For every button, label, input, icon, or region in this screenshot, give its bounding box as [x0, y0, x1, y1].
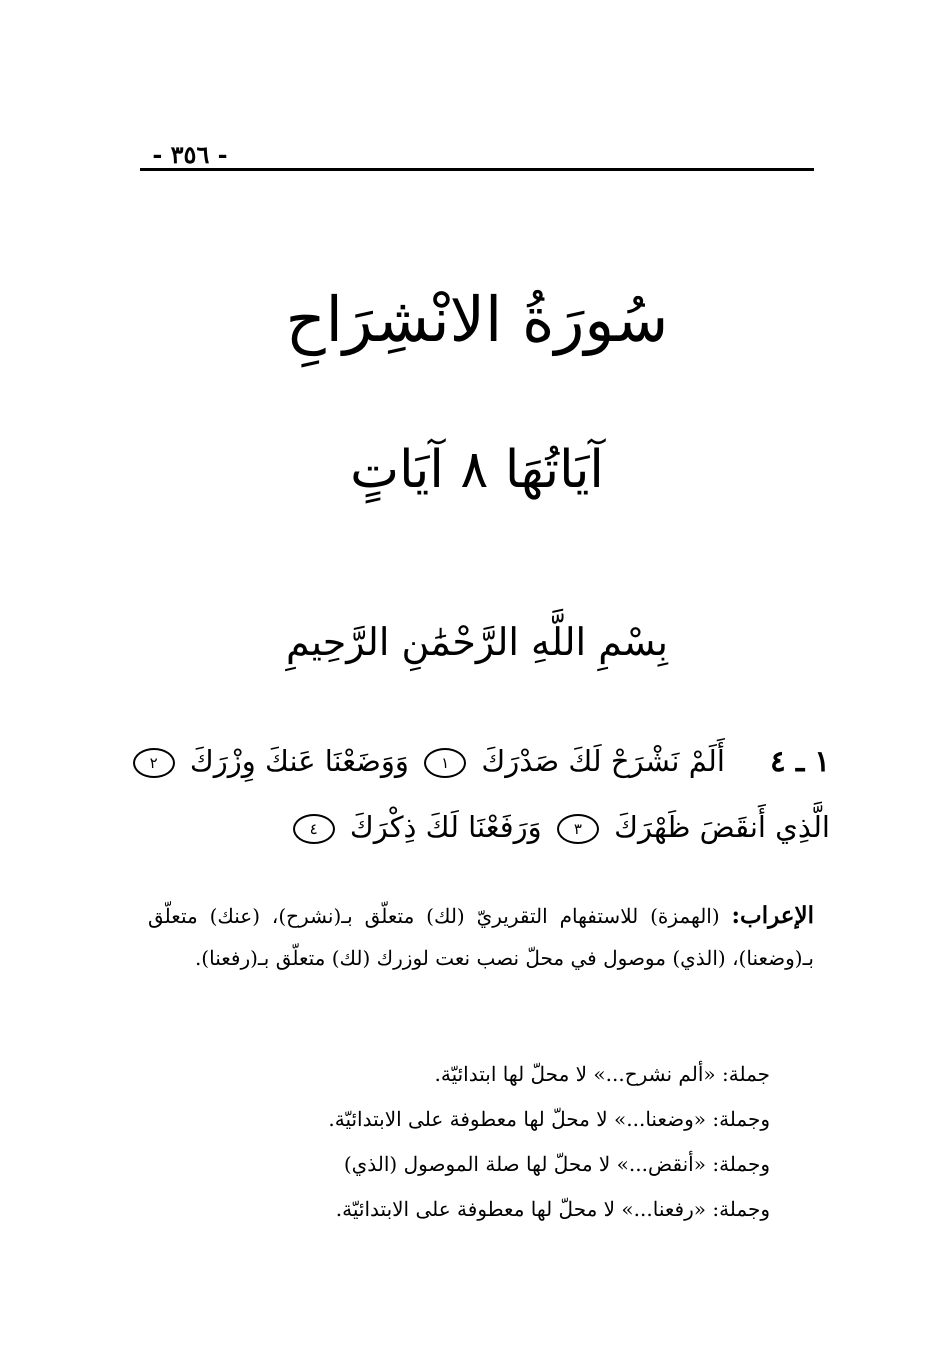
verse-block: [149, 728, 830, 860]
jumal-list: [240, 1052, 770, 1232]
verse-marker-3: ٣: [557, 814, 599, 844]
irab-paragraph: [148, 895, 814, 979]
jumla-line: جملة: «ألم نشرح...» لا محلّ لها ابتدائيّة.: [434, 1062, 770, 1086]
verse-range: ١ ـ ٤: [770, 744, 830, 778]
verse-text-2: وَوَضَعْنَا عَنكَ وِزْرَكَ: [189, 744, 409, 778]
verse-line-2: [180, 794, 830, 860]
jumla-line: وجملة: «أنقض...» لا محلّ لها صلة الموصول (الذي): [343, 1152, 770, 1176]
irab-text: (الهمزة) للاستفهام التقريريّ (لك) متعلّق بـ(نشرح)، (عنك) متعلّق بـ(وضعنا)، (الذي) موصول في محلّ نصب نعت لوزرك (لك) متعلّق بـ(رفعنا).: [148, 904, 814, 970]
header-rule: [140, 168, 814, 171]
verse-line-1: [149, 728, 830, 794]
jumla-line: وجملة: «رفعنا...» لا محلّ لها معطوفة على الابتدائيّة.: [335, 1197, 770, 1221]
basmala: بِسْمِ اللَّهِ الرَّحْمَٰنِ الرَّحِيمِ: [286, 620, 668, 664]
verse-marker-2: ٢: [133, 748, 175, 778]
ayat-count: آيَاتُهَا ٨ آيَاتٍ: [350, 440, 604, 500]
verse-marker-1: ١: [424, 748, 466, 778]
surah-title: سُورَةُ الانْشِرَاحِ: [285, 283, 669, 356]
verse-text-1: أَلَمْ نَشْرَحْ لَكَ صَدْرَكَ: [481, 744, 725, 778]
irab-label: الإعراب:: [731, 902, 815, 929]
verse-text-4: وَرَفَعْنَا لَكَ ذِكْرَكَ: [349, 810, 542, 844]
verse-text-3: الَّذِي أَنقَضَ ظَهْرَكَ: [614, 810, 830, 844]
page-number: - ٣٥٦ -: [152, 140, 228, 169]
jumla-line: وجملة: «وضعنا...» لا محلّ لها معطوفة على الابتدائيّة.: [328, 1107, 770, 1131]
verse-marker-4: ٤: [293, 814, 335, 844]
